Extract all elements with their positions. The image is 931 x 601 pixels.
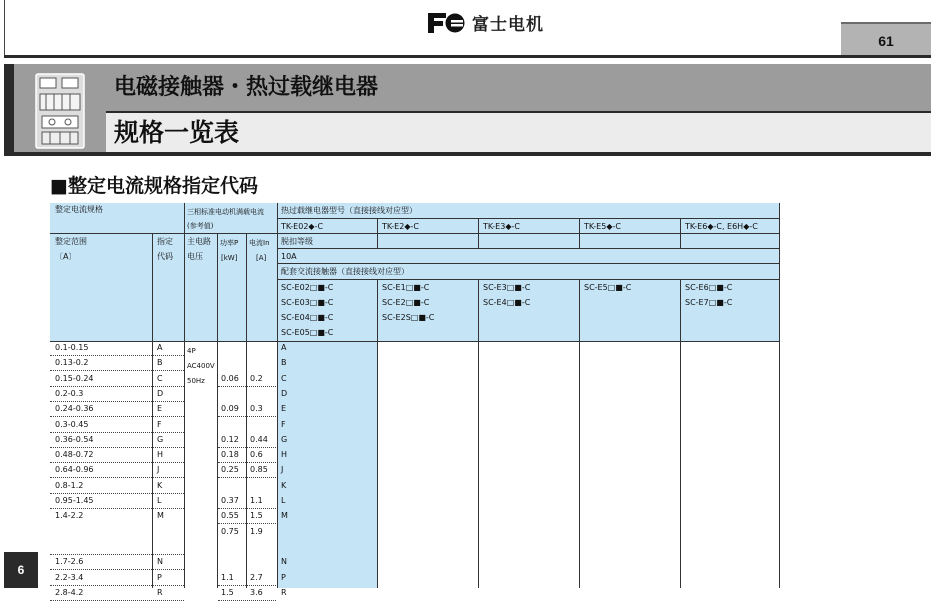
circuit-frequency: 50Hz <box>187 377 205 385</box>
designation-code-cell: E <box>157 404 163 414</box>
row-divider <box>218 585 276 586</box>
row-divider <box>218 447 276 448</box>
col-divider <box>779 203 780 588</box>
designation-code-cell: F <box>157 419 162 429</box>
applicable-code-mark: K <box>281 480 287 490</box>
trip-class-value: 10A <box>281 252 297 261</box>
motor-current-cell: 1.1 <box>250 496 263 505</box>
banner-icon-box <box>14 64 106 156</box>
motor-current-cell: 0.3 <box>250 404 263 414</box>
motor-current-cell: 3.6 <box>250 587 263 597</box>
col-divider <box>184 203 185 588</box>
motor-current-cell: 1.5 <box>250 511 263 521</box>
header-power: 功率P <box>220 239 239 247</box>
motor-power-cell: 0.06 <box>221 373 239 383</box>
header-contactor: 配套交流接触器（直接接线对应型） <box>281 267 409 276</box>
header-range-unit: 〔A〕 <box>55 252 77 261</box>
header-circuit-2: 电压 <box>187 252 203 261</box>
banner-bottom-rule <box>4 152 931 156</box>
contactor-model: SC-E6□■-C <box>685 283 733 292</box>
designation-code-cell: N <box>157 557 163 567</box>
designation-code-cell: D <box>157 388 164 398</box>
contactor-model: SC-E4□■-C <box>483 298 531 307</box>
row-divider <box>218 416 276 417</box>
row-divider <box>218 462 276 463</box>
setting-range-cell: 0.48-0.72 <box>55 450 94 460</box>
brand-name: 富士电机 <box>472 15 544 35</box>
motor-current-cell: 0.85 <box>250 465 268 475</box>
motor-power-cell: 0.75 <box>221 526 239 536</box>
applicable-code-mark: G <box>281 434 288 444</box>
header-relay-group: 热过载继电器型号（直接接线对应型） <box>281 206 417 215</box>
section-title: ■整定电流规格指定代码 <box>50 175 258 197</box>
contactor-model: SC-E04□■-C <box>281 313 334 322</box>
designation-code-cell: L <box>157 496 162 505</box>
motor-power-cell: 0.25 <box>221 465 239 475</box>
motor-current-cell: 0.6 <box>250 450 263 460</box>
setting-range-cell: 0.95-1.45 <box>55 496 94 505</box>
col-divider <box>246 233 247 588</box>
setting-range-cell: 2.2-3.4 <box>55 572 84 582</box>
motor-power-cell: 0.09 <box>221 404 239 414</box>
setting-range-cell: 0.24-0.36 <box>55 404 94 414</box>
applicable-code-mark: R <box>281 587 287 597</box>
contactor-model: SC-E2S□■-C <box>382 313 435 322</box>
circuit-poles: 4P <box>187 347 196 355</box>
applicable-code-mark: L <box>281 496 286 505</box>
applicable-code-mark: C <box>281 373 287 383</box>
header-current-unit: [A] <box>256 254 267 262</box>
setting-range-cell: 0.3-0.45 <box>55 419 89 429</box>
designation-code-cell: G <box>157 434 164 444</box>
row-divider <box>50 370 184 371</box>
row-divider <box>50 477 184 478</box>
setting-range-cell: 1.7-2.6 <box>55 557 84 567</box>
motor-power-cell: 1.5 <box>221 587 234 597</box>
setting-range-cell: 0.8-1.2 <box>55 480 84 490</box>
applicable-code-mark: E <box>281 404 287 414</box>
col-divider <box>152 233 153 588</box>
header-current: 电流In <box>249 239 270 247</box>
applicable-code-mark: F <box>281 419 286 429</box>
header-spec-group: 整定电流规格 <box>55 205 103 214</box>
header-circuit: 主电路 <box>187 237 211 246</box>
row-divider <box>218 508 276 509</box>
contactor-model: SC-E1□■-C <box>382 283 430 292</box>
applicable-code-mark: A <box>281 343 287 352</box>
chapter-tab: 6 <box>4 552 38 588</box>
setting-range-cell: 0.1-0.15 <box>55 343 89 352</box>
brand-logo <box>426 10 544 35</box>
motor-current-cell: 0.44 <box>250 434 268 444</box>
applicable-code-mark: N <box>281 557 287 567</box>
row-divider <box>50 493 184 494</box>
setting-range-cell: 0.15-0.24 <box>55 373 94 383</box>
contactor-model: SC-E3□■-C <box>483 283 531 292</box>
row-divider <box>50 462 184 463</box>
row-divider <box>50 508 184 509</box>
row-divider <box>218 386 276 387</box>
designation-code-cell: B <box>157 358 163 368</box>
setting-range-cell: 2.8-4.2 <box>55 587 84 597</box>
row-divider <box>50 447 184 448</box>
header-power-unit: [kW] <box>221 254 238 262</box>
applicable-code-mark: B <box>281 358 287 368</box>
header-model: TK-E02◆-C <box>281 222 324 231</box>
contactor-model: SC-E7□■-C <box>685 298 733 307</box>
merged-cell-bg <box>377 264 779 279</box>
row-divider <box>50 554 184 555</box>
designation-code-cell: M <box>157 511 164 521</box>
page-edge-line <box>4 0 5 58</box>
header-bottom-line <box>50 341 780 342</box>
motor-power-cell: 0.37 <box>221 496 239 505</box>
row-divider <box>50 585 184 586</box>
contactor-model: SC-E03□■-C <box>281 298 334 307</box>
designation-code-cell: J <box>157 465 160 475</box>
setting-range-cell: 0.2-0.3 <box>55 388 84 398</box>
motor-current-cell: 2.7 <box>250 572 263 582</box>
col-divider <box>277 203 278 588</box>
setting-range-cell: 0.36-0.54 <box>55 434 94 444</box>
header-range: 整定范围 <box>55 237 87 246</box>
designation-code-cell: R <box>157 587 163 597</box>
row-divider <box>218 523 276 524</box>
applicable-code-mark: H <box>281 450 288 460</box>
fuji-electric-logo-icon <box>426 11 466 35</box>
motor-power-cell: 1.1 <box>221 572 234 582</box>
applicable-code-mark: D <box>281 388 288 398</box>
header-divider <box>50 233 780 234</box>
designation-code-cell: H <box>157 450 164 460</box>
applicable-code-mark: J <box>281 465 284 475</box>
row-divider <box>50 386 184 387</box>
motor-power-cell: 0.12 <box>221 434 239 444</box>
motor-power-cell: 0.18 <box>221 450 239 460</box>
setting-range-cell: 0.13-0.2 <box>55 358 89 368</box>
header-divider <box>278 279 780 280</box>
setting-range-cell: 1.4-2.2 <box>55 511 84 521</box>
page-number: 61 <box>841 22 931 58</box>
header-rule <box>4 55 931 58</box>
row-divider <box>50 355 184 356</box>
header-motor-note: (参考值) <box>187 222 214 230</box>
header-model: TK-E5◆-C <box>584 222 621 231</box>
contactor-model: SC-E05□■-C <box>281 328 334 337</box>
contactor-model: SC-E2□■-C <box>382 298 430 307</box>
setting-range-cell: 0.64-0.96 <box>55 465 94 475</box>
contactor-model: SC-E5□■-C <box>584 283 632 292</box>
applicable-code-mark: P <box>281 572 286 582</box>
motor-current-cell: 0.2 <box>250 373 263 383</box>
header-motor-group: 三相标准电动机满载电流 <box>187 208 264 216</box>
circuit-voltage: AC400V <box>187 362 215 370</box>
contactor-device-icon <box>32 72 88 150</box>
header-code-2: 代码 <box>157 252 173 261</box>
row-divider <box>50 432 184 433</box>
designation-code-cell: P <box>157 572 162 582</box>
header-model: TK-E6◆-C, E6H◆-C <box>685 222 758 231</box>
row-divider <box>218 477 276 478</box>
row-divider <box>50 569 184 570</box>
banner-strip <box>4 64 14 156</box>
model-column-bg <box>278 341 377 588</box>
row-divider <box>50 416 184 417</box>
contactor-model: SC-E02□■-C <box>281 283 334 292</box>
banner-title-main: 规格一览表 <box>106 113 931 152</box>
applicable-code-mark: M <box>281 511 288 521</box>
designation-code-cell: K <box>157 480 163 490</box>
row-divider <box>50 401 184 402</box>
header-code: 指定 <box>157 237 173 246</box>
designation-code-cell: C <box>157 373 163 383</box>
banner-title-product: 电磁接触器・热过载继电器 <box>106 64 931 111</box>
header-model: TK-E2◆-C <box>382 222 419 231</box>
header-divider <box>278 218 780 219</box>
motor-power-cell: 0.55 <box>221 511 239 521</box>
designation-code-cell: A <box>157 343 163 352</box>
col-divider <box>217 233 218 588</box>
header-trip-class: 脱扣等级 <box>281 237 313 246</box>
motor-current-cell: 1.9 <box>250 526 263 536</box>
header-model: TK-E3◆-C <box>483 222 520 231</box>
merged-cell-bg <box>377 249 779 263</box>
